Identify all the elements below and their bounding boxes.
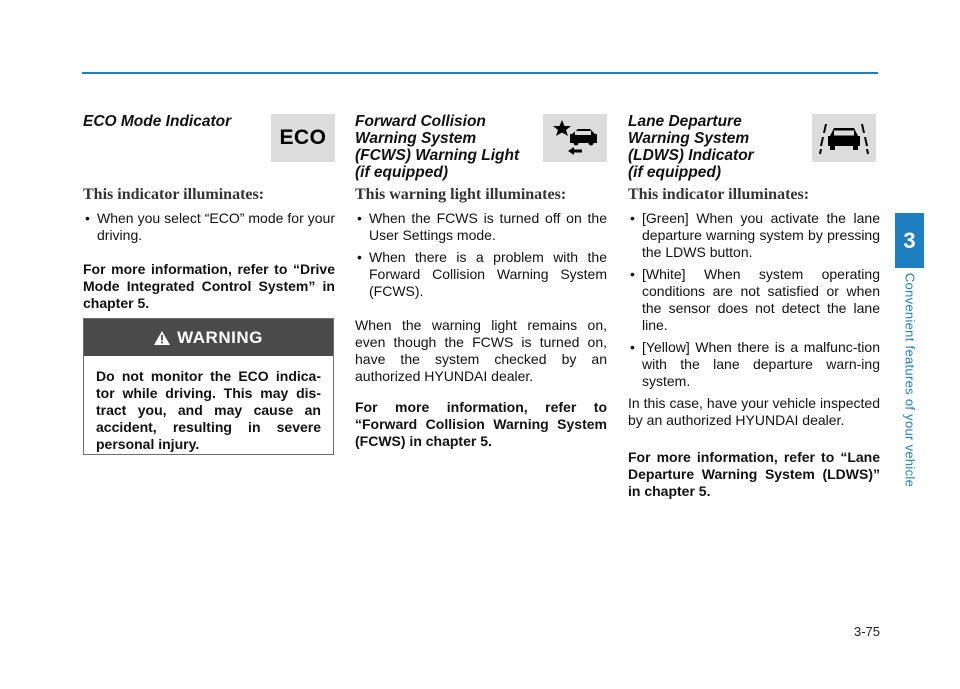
page-number: 3-75 — [853, 624, 880, 639]
fcws-title: Forward Collision Warning System (FCWS) Warning Light (if equipped) — [355, 113, 520, 181]
list-item: • [Yellow] When there is a malfunc-tion with the lane departure warn-ing system. — [628, 339, 880, 390]
ldws-reference: For more information, refer to “Lane Departure Warning System (LDWS)” in chapter 5. — [628, 449, 880, 499]
forward-collision-icon — [548, 118, 602, 158]
top-rule — [82, 72, 878, 74]
fcws-warning-light-icon — [543, 114, 607, 162]
fcws-header — [355, 110, 607, 186]
ldws-body: In this case, have your vehicle inspected by an authorized HYUNDAI dealer. — [628, 395, 880, 428]
lane-departure-icon — [817, 118, 871, 158]
ldws-title: Lane Departure Warning System (LDWS) Indicator (if equipped) — [628, 113, 754, 181]
eco-reference: For more information, refer to “Drive Mode Integrated Control System” in chapter 5. — [83, 261, 335, 311]
list-item: • [White] When system operating conditions are not satisfied or when the sensor does not detect the lane line. — [628, 266, 880, 334]
eco-bullets — [83, 210, 335, 244]
warning-header — [84, 319, 333, 356]
warning-label: WARNING — [177, 327, 263, 347]
ldws-indicator-icon — [812, 114, 876, 162]
eco-header — [83, 110, 335, 186]
ldws-bullets — [628, 210, 880, 390]
warning-box — [83, 318, 334, 455]
eco-lead: This indicator illuminates: — [83, 186, 265, 203]
chapter-number: 3 — [903, 227, 916, 253]
fcws-body: When the warning light remains on, even though the FCWS is turned on, have the system checked by an authorized HYUNDAI dealer. — [355, 317, 607, 384]
eco-indicator-icon — [271, 114, 335, 162]
eco-section — [83, 110, 335, 312]
fcws-reference: For more information, refer to “Forward Collision Warning System (FCWS) in chapter 5. — [355, 399, 607, 449]
chapter-section-title: Convenient features of your vehicle — [902, 272, 918, 488]
ldws-section — [628, 110, 880, 500]
ldws-lead: This indicator illuminates: — [628, 186, 810, 203]
list-item: • When you select “ECO” mode for your driving. — [83, 210, 335, 244]
fcws-section — [355, 110, 607, 450]
list-item: • [Green] When you activate the lane departure warning system by pressing the LDWS button. — [628, 210, 880, 261]
eco-icon-label: ECO — [279, 126, 327, 149]
fcws-lead: This warning light illuminates: — [355, 186, 567, 203]
eco-title: ECO Mode Indicator — [83, 113, 232, 130]
chapter-tab — [895, 213, 924, 268]
list-item: • When there is a problem with the Forward Collision Warning System (FCWS). — [355, 249, 607, 300]
warning-text: Do not monitor the ECO indica-tor while driving. This may dis-tract you, and may cause an accident, resulting in severe personal injury. — [96, 368, 321, 452]
list-item: • When the FCWS is turned off on the User Settings mode. — [355, 210, 607, 244]
ldws-header — [628, 110, 880, 186]
warning-triangle-icon — [154, 331, 170, 345]
fcws-bullets — [355, 210, 607, 300]
